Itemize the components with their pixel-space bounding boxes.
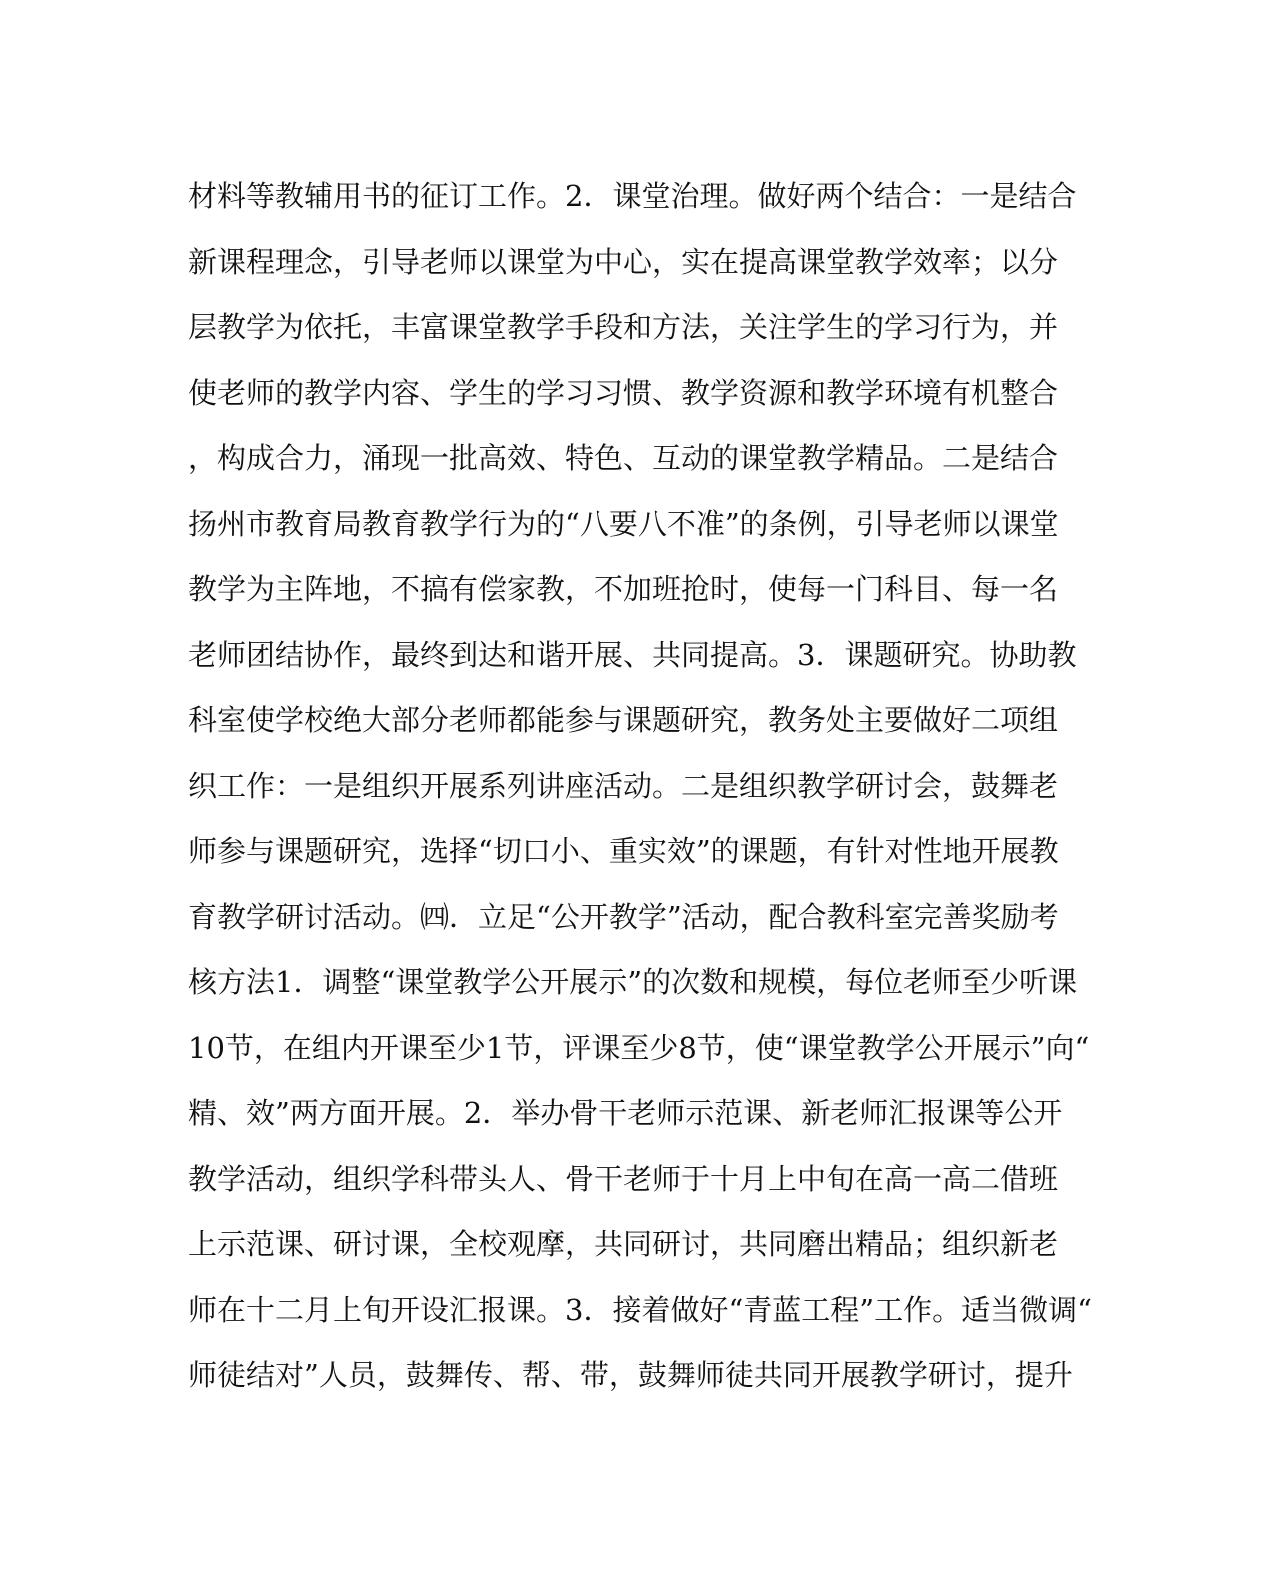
text-line: 织工作：一是组织开展系列讲座活动。二是组织教学研讨会，鼓舞老 [188,768,1059,803]
text-line: 上示范课、研讨课，全校观摩，共同研讨，共同磨出精品；组织新老 [188,1227,1059,1261]
text-line: ，构成合力，涌现一批高效、特色、互动的课堂教学精品。二是结合 [188,441,1059,475]
text-line: 精、效”两方面开展。2．举办骨干老师示范课、新老师汇报课等公开 [188,1096,1063,1130]
text-line: 老师团结协作，最终到达和谐开展、共同提高。3．课题研究。协助教 [188,637,1077,672]
text-line: 师参与课题研究，选择“切口小、重实效”的课题，有针对性地开展教 [188,834,1059,868]
text-line: 教学为主阵地，不搞有偿家教，不加班抢时，使每一门科目、每一名 [188,572,1059,606]
text-line: 使老师的教学内容、学生的学习习惯、教学资源和教学环境有机整合 [188,375,1059,410]
body-text [188,164,1092,1409]
text-line: 新课程理念，引导老师以课堂为中心，实在提高课堂教学效率；以分 [188,244,1059,279]
text-line: 10节，在组内开课至少1节，评课至少8节，使“课堂教学公开展示”向“ [188,1030,1090,1065]
text-line: 层教学为依托，丰富课堂教学手段和方法，关注学生的学习行为，并 [188,310,1059,344]
text-line: 材料等教辅用书的征订工作。2．课堂治理。做好两个结合：一是结合 [188,179,1077,213]
text-line: 扬州市教育局教育教学行为的“八要八不准”的条例，引导老师以课堂 [188,506,1059,541]
text-line: 核方法1．调整“课堂教学公开展示”的次数和规模，每位老师至少听课 [188,965,1078,999]
text-line: 教学活动，组织学科带头人、骨干老师于十月上中旬在高一高二借班 [188,1161,1059,1196]
text-line: 师徒结对”人员，鼓舞传、帮、带，鼓舞师徒共同开展教学研讨，提升 [188,1358,1073,1392]
text-line: 科室使学校绝大部分老师都能参与课题研究，教务处主要做好二项组 [188,703,1059,737]
text-line: 师在十二月上旬开设汇报课。3．接着做好“青蓝工程”工作。适当微调“ [188,1292,1092,1327]
text-line: 育教学研讨活动。㈣．立足“公开教学”活动，配合教科室完善奖励考 [188,899,1059,934]
